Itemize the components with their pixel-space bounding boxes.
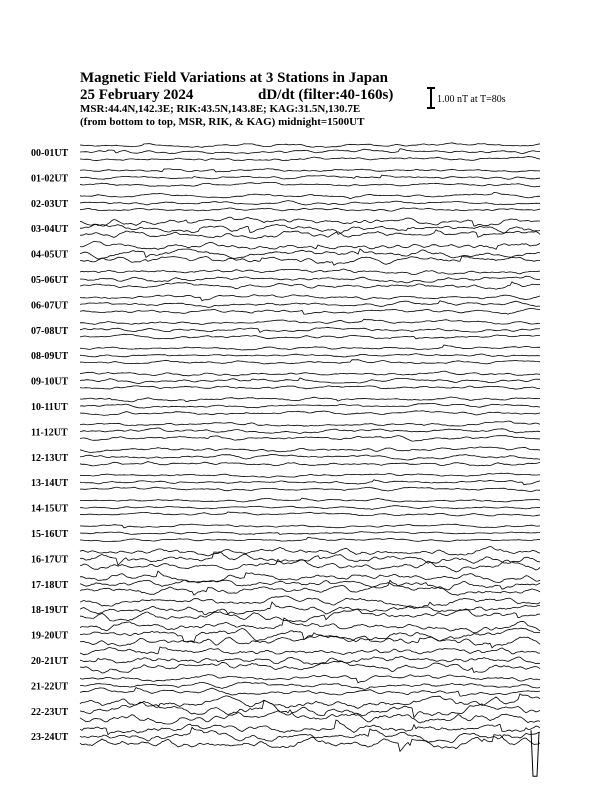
trace-rik-row-12	[80, 455, 540, 461]
hour-label: 17-18UT	[31, 579, 69, 591]
trace-rik-row-21	[80, 682, 540, 689]
trace-rik-row-2	[80, 201, 540, 205]
trace-rik-row-6	[80, 301, 540, 308]
chart-date: 25 February 2024	[80, 87, 194, 103]
trace-msr-row-17	[80, 580, 540, 595]
station-coordinates: MSR:44.4N,142.3E; RIK:43.5N,143.8E; KAG:31.5N,130.7E	[80, 103, 361, 115]
trace-msr-row-13	[80, 487, 540, 491]
hour-label: 19-20UT	[31, 630, 69, 642]
hour-label: 03-04UT	[31, 224, 69, 236]
trace-kag-row-7	[80, 319, 540, 324]
hour-label: 10-11UT	[31, 402, 68, 413]
trace-msr-row-15	[80, 537, 540, 541]
hour-label: 12-13UT	[31, 452, 69, 464]
hour-label: 06-07UT	[31, 300, 69, 312]
chart-title: Magnetic Field Variations at 3 Stations in Japan	[80, 70, 388, 86]
trace-msr-row-18	[80, 609, 540, 622]
trace-msr-row-19	[80, 635, 540, 648]
trace-msr-row-16	[80, 559, 540, 572]
trace-kag-row-12	[80, 447, 540, 453]
trace-end-spike	[531, 730, 539, 776]
trace-kag-row-15	[80, 524, 540, 528]
trace-kag-row-3	[80, 217, 540, 226]
trace-rik-row-3	[80, 224, 540, 234]
trace-msr-row-2	[80, 208, 540, 211]
hour-label: 02-03UT	[31, 198, 69, 210]
hour-label: 15-16UT	[31, 529, 69, 540]
trace-msr-row-9	[80, 386, 540, 389]
trace-kag-row-21	[80, 675, 540, 683]
hour-label: 07-08UT	[31, 325, 69, 337]
trace-msr-row-23	[80, 735, 540, 752]
hour-label: 18-19UT	[31, 605, 69, 617]
station-order-note: (from bottom to top, MSR, RIK, & KAG) midnight=1500UT	[80, 116, 365, 128]
hour-label: 11-12UT	[31, 427, 68, 439]
hour-label: 13-14UT	[31, 478, 69, 490]
trace-msr-row-7	[80, 334, 540, 339]
hour-label: 01-02UT	[31, 173, 69, 185]
trace-rik-row-20	[80, 657, 540, 665]
trace-rik-row-17	[80, 580, 540, 590]
trace-msr-row-20	[80, 661, 540, 673]
trace-msr-row-0	[80, 157, 540, 161]
trace-msr-row-8	[80, 360, 540, 364]
hour-label: 23-24UT	[31, 732, 69, 744]
trace-kag-row-20	[80, 647, 540, 655]
trace-msr-row-4	[80, 256, 540, 265]
trace-kag-row-5	[80, 269, 540, 275]
trace-rik-row-11	[80, 428, 540, 434]
trace-kag-row-4	[80, 241, 540, 249]
trace-kag-row-2	[80, 192, 540, 198]
trace-msr-row-10	[80, 411, 540, 416]
trace-msr-row-21	[80, 688, 540, 697]
trace-msr-row-11	[80, 436, 540, 442]
trace-rik-row-9	[80, 378, 540, 384]
trace-kag-row-6	[80, 295, 540, 301]
trace-kag-row-8	[80, 345, 540, 350]
trace-rik-row-13	[80, 480, 540, 485]
trace-kag-row-11	[80, 421, 540, 426]
trace-kag-row-10	[80, 397, 540, 402]
trace-rik-row-4	[80, 249, 540, 259]
hour-label: 20-21UT	[31, 656, 69, 667]
trace-rik-row-10	[80, 403, 540, 408]
trace-kag-row-9	[80, 371, 540, 376]
trace-rik-row-8	[80, 354, 540, 357]
hour-label: 21-22UT	[31, 681, 69, 693]
chart-quantity-filter: dD/dt (filter:40-160s)	[258, 87, 394, 103]
trace-kag-row-19	[80, 618, 540, 633]
trace-rik-row-0	[80, 149, 540, 154]
hour-label: 08-09UT	[31, 351, 69, 363]
hour-label: 00-01UT	[31, 148, 69, 159]
trace-msr-row-1	[80, 182, 540, 186]
trace-rik-row-15	[80, 532, 540, 535]
trace-kag-row-1	[80, 169, 540, 172]
trace-msr-row-22	[80, 710, 540, 724]
trace-msr-row-14	[80, 512, 540, 516]
trace-kag-row-18	[80, 596, 540, 608]
hour-label: 05-06UT	[31, 275, 69, 286]
trace-kag-row-0	[80, 143, 540, 148]
trace-kag-row-23	[80, 720, 540, 735]
hour-label: 04-05UT	[31, 249, 69, 261]
scale-label: 1.00 nT at T=80s	[437, 94, 506, 105]
trace-msr-row-3	[80, 230, 540, 239]
hour-label: 16-17UT	[31, 554, 69, 566]
trace-rik-row-19	[80, 628, 540, 642]
trace-kag-row-13	[80, 473, 540, 477]
trace-kag-row-16	[80, 546, 540, 556]
trace-msr-row-12	[80, 462, 540, 466]
trace-rik-row-7	[80, 327, 540, 332]
trace-rik-row-14	[80, 506, 540, 510]
trace-rik-row-5	[80, 276, 540, 283]
hour-label: 14-15UT	[31, 503, 69, 515]
hour-label: 09-10UT	[31, 376, 69, 388]
hour-label: 22-23UT	[31, 706, 69, 718]
trace-rik-row-1	[80, 175, 540, 179]
trace-msr-row-6	[80, 309, 540, 315]
trace-msr-row-5	[80, 282, 540, 289]
trace-kag-row-14	[80, 498, 540, 502]
